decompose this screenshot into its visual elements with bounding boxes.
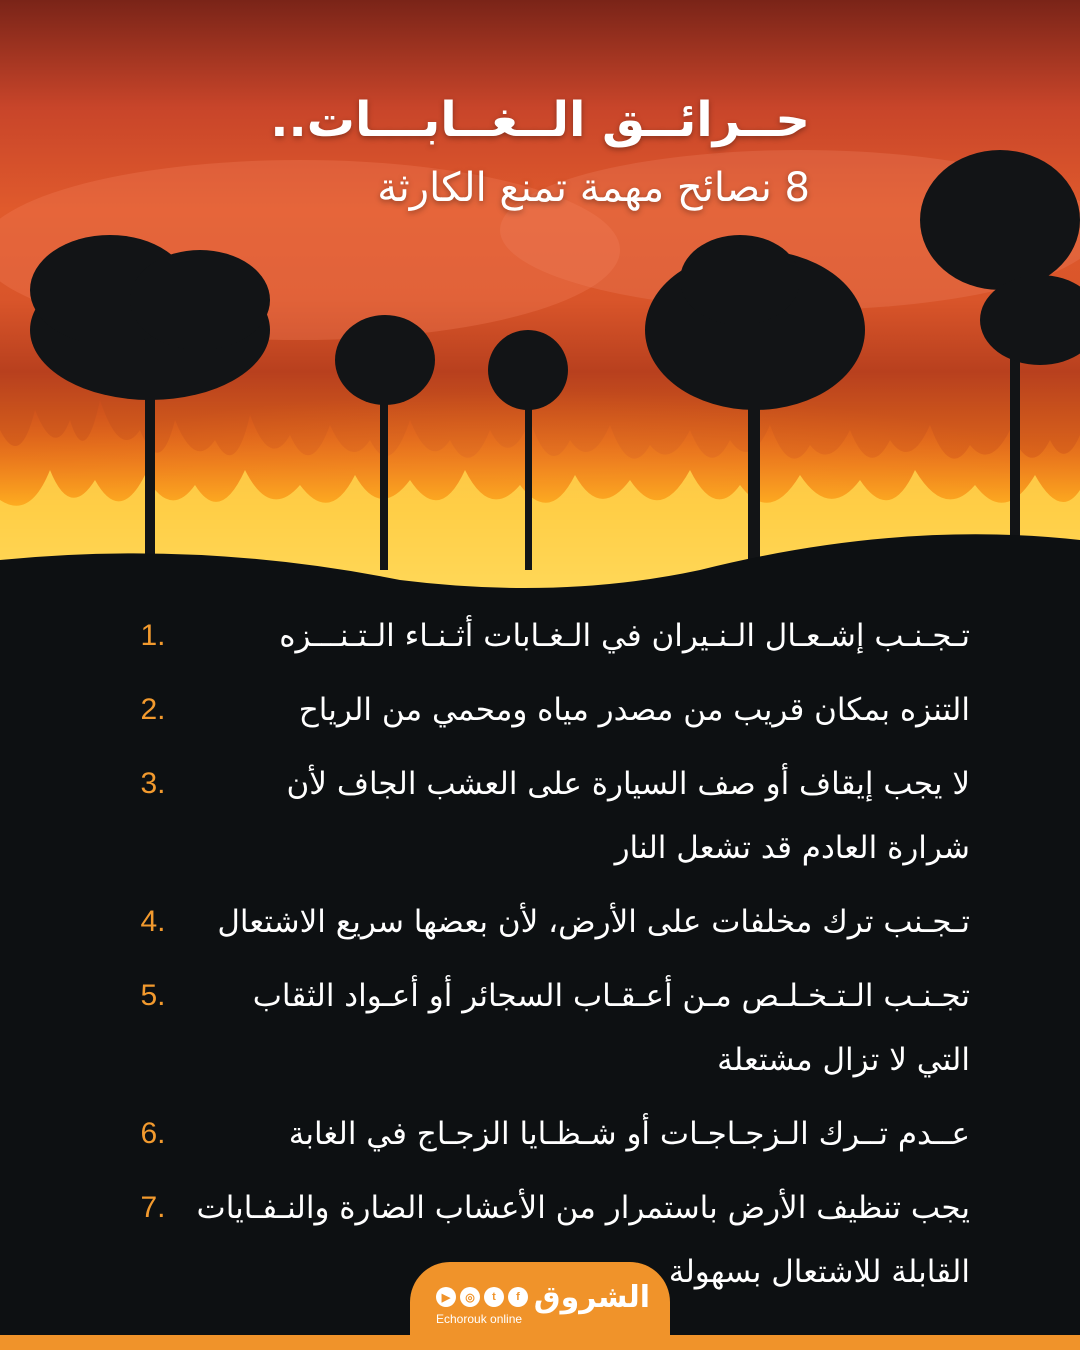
- instagram-icon[interactable]: ◎: [460, 1287, 480, 1307]
- tip-text: يجب تنظيف الأرض باستمرار من الأعشاب الضارة والنـفـايات القابلة للاشتعال بسهولة: [196, 1190, 970, 1290]
- tip-text: التنزه بمكان قريب من مصدر مياه ومحمي من الرياح: [298, 692, 970, 728]
- tip-item: [110, 1102, 970, 1166]
- tip-text: تـجـنـب إشـعـال الـنـيران في الـغـابات أثـنـاء الـتـنـــزه: [279, 618, 970, 654]
- tip-text: تجـنـب الـتـخـلـص مـن أعـقـاب السجائر أو أعـواد الثقاب التي لا تزال مشتعلة: [252, 978, 970, 1078]
- tip-item: [110, 604, 970, 668]
- tip-number: 7.: [140, 1191, 166, 1224]
- tip-number: 6.: [140, 1117, 166, 1150]
- headline-subtitle: 8 نصائح مهمة تمنع الكارثة: [377, 165, 810, 211]
- tip-number: 4.: [140, 905, 166, 938]
- tip-item: [110, 890, 970, 954]
- tip-item: [110, 678, 970, 742]
- youtube-icon[interactable]: ▶: [436, 1287, 456, 1307]
- tip-item: [110, 752, 970, 880]
- tip-number: 3.: [140, 767, 166, 800]
- forest-fire-illustration: [0, 0, 1080, 600]
- brand-subtitle: Echorouk online: [436, 1312, 523, 1326]
- tip-text: عــدم تــرك الـزجـاجـات أو شـظـايا الزجـاج في الغابة: [288, 1116, 970, 1152]
- facebook-icon[interactable]: f: [508, 1287, 528, 1307]
- twitter-icon[interactable]: t: [484, 1287, 504, 1307]
- tips-list: [110, 604, 970, 1314]
- tip-number: 2.: [140, 693, 166, 726]
- social-links: [436, 1287, 528, 1307]
- footer-bar: [0, 1335, 1080, 1350]
- tip-text: تـجـنب ترك مخلفات على الأرض، لأن بعضها سريع الاشتعال: [217, 904, 970, 940]
- tip-number: 5.: [140, 979, 166, 1012]
- tip-text: لا يجب إيقاف أو صف السيارة على العشب الجاف لأن شرارة العادم قد تشعل النار: [286, 766, 970, 866]
- tip-number: 1.: [140, 619, 166, 652]
- headline: [250, 90, 810, 220]
- tip-item: [110, 964, 970, 1092]
- headline-title: حــرائــق الــغــابـــات..: [270, 92, 810, 148]
- brand-logo-text: الشروق: [533, 1280, 650, 1315]
